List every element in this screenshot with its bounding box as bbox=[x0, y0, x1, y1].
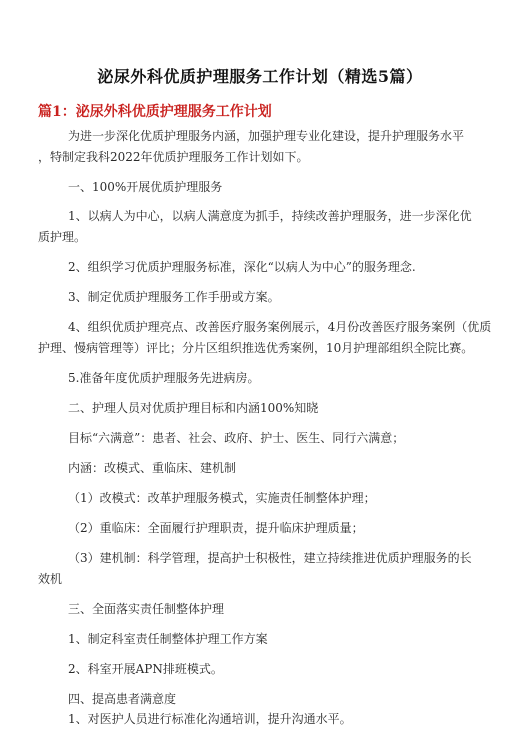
paragraph-3-2: 2、科室开展APN排班模式。 bbox=[68, 662, 223, 676]
document-title: 泌尿外科优质护理服务工作计划（精选5篇） bbox=[97, 67, 423, 86]
paragraph-4-1: 1、对医护人员进行标准化沟通培训，提升沟通水平。 bbox=[68, 712, 352, 726]
paragraph-1-5: 5.准备年度优质护理服务先进病房。 bbox=[68, 371, 260, 385]
section-heading: 篇1：泌尿外科优质护理服务工作计划 bbox=[38, 104, 272, 120]
paragraph-goal: 目标“六满意”：患者、社会、政府、护士、医生、同行六满意； bbox=[68, 431, 405, 445]
paragraph-2-3-line-2: 效机 bbox=[38, 572, 63, 586]
heading-part-2: 二、护理人员对优质护理目标和内涵100%知晓 bbox=[68, 401, 319, 415]
paragraph-intro-line-1: 为进一步深化优质护理服务内涵，加强护理专业化建设，提升护理服务水平 bbox=[68, 129, 465, 143]
paragraph-intro-line-2: ，特制定我科2022年优质护理服务工作计划如下。 bbox=[38, 150, 309, 164]
paragraph-1-4-line-1: 4、组织优质护理亮点、改善医疗服务案例展示，4月份改善医疗服务案例（优质 bbox=[68, 320, 492, 334]
heading-part-3: 三、全面落实责任制整体护理 bbox=[68, 602, 225, 616]
heading-part-4: 四、提高患者满意度 bbox=[68, 692, 177, 706]
paragraph-1-1-line-2: 质护理。 bbox=[38, 230, 87, 244]
paragraph-1-3: 3、制定优质护理服务工作手册或方案。 bbox=[68, 290, 280, 304]
paragraph-3-1: 1、制定科室责任制整体护理工作方案 bbox=[68, 632, 268, 646]
paragraph-2-2: （2）重临床：全面履行护理职责，提升临床护理质量； bbox=[68, 521, 364, 535]
paragraph-2-1: （1）改模式：改革护理服务模式，实施责任制整体护理； bbox=[68, 491, 376, 505]
paragraph-1-4-line-2: 护理、慢病管理等）评比；分片区组织推选优秀案例，10月护理部组织全院比赛。 bbox=[38, 341, 474, 355]
paragraph-1-2: 2、组织学习优质护理服务标准，深化“以病人为中心”的服务理念. bbox=[68, 260, 416, 274]
paragraph-connotation: 内涵：改模式、重临床、建机制 bbox=[68, 461, 237, 475]
heading-part-1: 一、100%开展优质护理服务 bbox=[68, 180, 223, 194]
paragraph-2-3-line-1: （3）建机制：科学管理，提高护士积极性，建立持续推进优质护理服务的长 bbox=[68, 551, 472, 565]
paragraph-1-1-line-1: 1、以病人为中心，以病人满意度为抓手，持续改善护理服务，进一步深化优 bbox=[68, 209, 472, 223]
